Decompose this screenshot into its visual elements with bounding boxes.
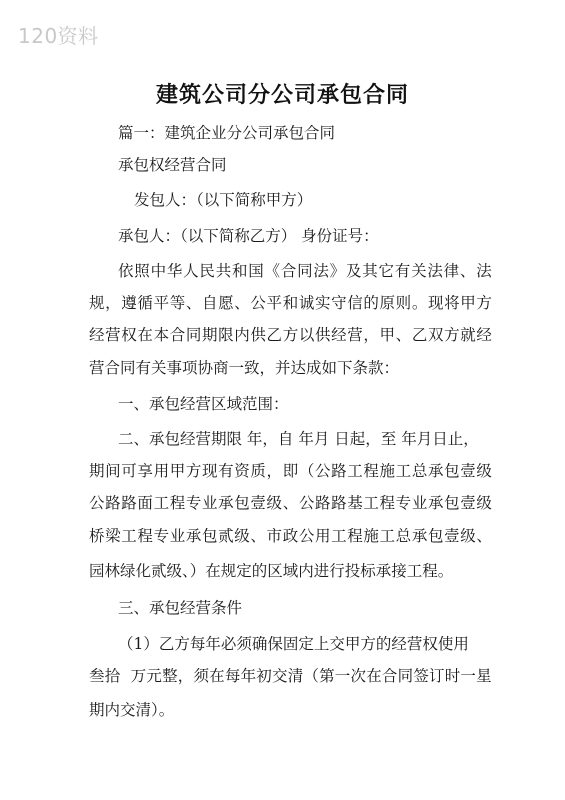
glyph: 时 bbox=[444, 667, 461, 685]
glyph: 程 bbox=[169, 494, 186, 512]
glyph: 第 bbox=[319, 667, 335, 685]
glyph: 承 bbox=[411, 527, 428, 545]
glyph: 规 bbox=[89, 294, 105, 312]
glyph: 则 bbox=[395, 294, 412, 312]
glyph: 乙 bbox=[266, 326, 283, 344]
glyph: 工 bbox=[153, 494, 170, 512]
party-b-line: 承包人：（以下简称乙方） 身份证号： bbox=[118, 227, 379, 245]
glyph: 公 bbox=[314, 462, 331, 480]
glyph: 自 bbox=[201, 294, 218, 312]
glyph: 业 bbox=[411, 494, 428, 512]
glyph: 。 bbox=[411, 294, 428, 312]
glyph: 有 bbox=[394, 262, 411, 280]
glyph: 用 bbox=[153, 462, 170, 480]
glyph: 资 bbox=[234, 462, 250, 480]
glyph: 循 bbox=[137, 294, 153, 312]
glyph: 、 bbox=[234, 294, 250, 312]
glyph: 期 bbox=[89, 462, 105, 480]
glyph: 市 bbox=[266, 527, 283, 545]
glyph: 权 bbox=[121, 326, 137, 344]
glyph: 供 bbox=[314, 326, 331, 344]
glyph: 供 bbox=[250, 326, 266, 344]
glyph: 共 bbox=[215, 262, 232, 280]
glyph: 一 bbox=[334, 667, 351, 685]
glyph: 壹 bbox=[444, 527, 460, 545]
glyph: 梁 bbox=[105, 527, 121, 545]
glyph: 期 bbox=[201, 326, 218, 344]
watermark-logo: 120资料 bbox=[18, 24, 99, 48]
glyph: 法 bbox=[427, 262, 443, 280]
glyph: 原 bbox=[379, 294, 396, 312]
glyph: ， bbox=[363, 326, 379, 344]
glyph: 专 bbox=[153, 527, 170, 545]
glyph: 壹 bbox=[250, 494, 266, 512]
subheading: 承包权经营合同 bbox=[118, 156, 227, 174]
glyph: 年 bbox=[240, 667, 257, 685]
glyph: 将 bbox=[444, 294, 460, 312]
glyph: 守 bbox=[331, 294, 347, 312]
glyph: 用 bbox=[314, 527, 331, 545]
paragraph-line bbox=[89, 492, 492, 514]
glyph: 在 bbox=[366, 667, 382, 685]
glyph: 程 bbox=[379, 494, 396, 512]
glyph: 拾 bbox=[104, 667, 121, 685]
glyph: 业 bbox=[201, 494, 218, 512]
document-title: 建筑公司分公司承包合同 bbox=[155, 83, 409, 108]
glyph: 的 bbox=[363, 294, 379, 312]
glyph: 有 bbox=[218, 462, 234, 480]
glyph: 级 bbox=[266, 494, 283, 512]
paragraph-line bbox=[89, 460, 492, 482]
glyph: 路 bbox=[121, 494, 137, 512]
glyph: 承 bbox=[218, 494, 234, 512]
glyph: 以 bbox=[298, 326, 315, 344]
glyph: 合 bbox=[381, 667, 398, 685]
glyph: 和 bbox=[282, 294, 299, 312]
glyph: 总 bbox=[411, 462, 428, 480]
glyph: （ bbox=[298, 462, 315, 480]
glyph: 包 bbox=[234, 494, 250, 512]
glyph: 平 bbox=[266, 294, 283, 312]
glyph: 方 bbox=[282, 326, 299, 344]
glyph: 级 bbox=[234, 527, 250, 545]
glyph: 万 bbox=[130, 667, 147, 685]
glyph: 政 bbox=[282, 527, 299, 545]
glyph: 包 bbox=[201, 527, 218, 545]
glyph: 内 bbox=[234, 326, 250, 344]
glyph: 享 bbox=[137, 462, 153, 480]
glyph: 星 bbox=[476, 667, 492, 685]
glyph: 叁 bbox=[89, 667, 105, 685]
glyph: 工 bbox=[379, 527, 396, 545]
glyph: 订 bbox=[429, 667, 445, 685]
glyph: 华 bbox=[166, 262, 183, 280]
glyph: 在 bbox=[137, 326, 153, 344]
glyph: 级 bbox=[476, 494, 492, 512]
glyph: 专 bbox=[185, 494, 202, 512]
paragraph-line: 期内交清）。 bbox=[89, 701, 175, 719]
glyph: ， bbox=[266, 462, 283, 480]
glyph: 就 bbox=[460, 326, 476, 344]
glyph: 、 bbox=[459, 262, 476, 280]
glyph: 桥 bbox=[89, 527, 105, 545]
paragraph-line: 园林绿化贰级、）在规定的区域内进行投标承接工程。 bbox=[89, 562, 454, 580]
glyph: 本 bbox=[153, 326, 170, 344]
clause-heading: 三、承包经营条件 bbox=[118, 599, 243, 617]
glyph: 营 bbox=[105, 326, 121, 344]
glyph: 壹 bbox=[460, 462, 476, 480]
glyph: 民 bbox=[199, 262, 215, 280]
glyph: 合 bbox=[280, 262, 297, 280]
glyph: 公 bbox=[89, 494, 105, 512]
glyph: 同 bbox=[185, 326, 202, 344]
clause-heading: 一、承包经营区域范围： bbox=[118, 395, 289, 413]
glyph: 限 bbox=[218, 326, 234, 344]
glyph: 包 bbox=[444, 462, 460, 480]
glyph: 间 bbox=[105, 462, 121, 480]
glyph: 承 bbox=[427, 462, 444, 480]
glyph: 、 bbox=[476, 527, 492, 545]
glyph: 甲 bbox=[379, 326, 396, 344]
glyph: 业 bbox=[169, 527, 186, 545]
glyph: 路 bbox=[331, 462, 347, 480]
paragraph-line bbox=[118, 260, 492, 282]
glyph: 乙 bbox=[411, 326, 428, 344]
glyph: 面 bbox=[137, 494, 153, 512]
glyph: 方 bbox=[444, 326, 460, 344]
glyph: 总 bbox=[395, 527, 412, 545]
glyph: 须 bbox=[193, 667, 209, 685]
glyph: 工 bbox=[395, 462, 412, 480]
glyph: 公 bbox=[250, 294, 266, 312]
glyph: 工 bbox=[331, 527, 347, 545]
glyph: 、 bbox=[282, 494, 299, 512]
paragraph-line: 营合同有关事项协商一致，并达成如下条款： bbox=[89, 359, 400, 377]
glyph: 整 bbox=[162, 667, 178, 685]
glyph: 经 bbox=[331, 326, 347, 344]
glyph: 其 bbox=[362, 262, 378, 280]
glyph: 营 bbox=[347, 326, 363, 344]
glyph: 在 bbox=[209, 667, 225, 685]
glyph: 平 bbox=[153, 294, 170, 312]
glyph: 交 bbox=[271, 667, 288, 685]
glyph: 级 bbox=[460, 527, 476, 545]
paragraph-line bbox=[89, 665, 492, 687]
glyph: 程 bbox=[137, 527, 153, 545]
glyph: 基 bbox=[347, 494, 363, 512]
glyph: 《 bbox=[264, 262, 281, 280]
glyph: 中 bbox=[150, 262, 167, 280]
glyph: 关 bbox=[411, 262, 427, 280]
glyph: 施 bbox=[379, 462, 396, 480]
glyph: 合 bbox=[169, 326, 186, 344]
glyph: 清 bbox=[287, 667, 304, 685]
section-heading: 篇一：建筑企业分公司承包合同 bbox=[118, 124, 336, 142]
glyph: 包 bbox=[427, 527, 444, 545]
glyph: 、 bbox=[185, 294, 202, 312]
glyph: 法 bbox=[476, 262, 492, 280]
glyph: 质 bbox=[250, 462, 266, 480]
paragraph-line bbox=[89, 292, 492, 314]
glyph: 经 bbox=[476, 326, 492, 344]
glyph: 专 bbox=[395, 494, 412, 512]
party-a-line: 发包人：（以下简称甲方） bbox=[134, 191, 313, 209]
glyph: 信 bbox=[347, 294, 363, 312]
glyph: 元 bbox=[146, 667, 162, 685]
glyph: 公 bbox=[298, 494, 315, 512]
glyph: 》 bbox=[329, 262, 346, 280]
glyph: 方 bbox=[185, 462, 202, 480]
glyph: 同 bbox=[397, 667, 414, 685]
glyph: ， bbox=[177, 667, 194, 685]
glyph: 甲 bbox=[460, 294, 476, 312]
glyph: 级 bbox=[476, 462, 492, 480]
glyph: 依 bbox=[118, 262, 134, 280]
glyph: 律 bbox=[443, 262, 460, 280]
glyph: 贰 bbox=[218, 527, 234, 545]
glyph: 路 bbox=[314, 494, 331, 512]
glyph: 施 bbox=[363, 527, 379, 545]
glyph: 诚 bbox=[298, 294, 315, 312]
glyph: 初 bbox=[256, 667, 272, 685]
glyph: 即 bbox=[282, 462, 299, 480]
glyph: 路 bbox=[331, 494, 347, 512]
glyph: （ bbox=[303, 667, 319, 685]
glyph: 、 bbox=[395, 326, 412, 344]
glyph: 一 bbox=[460, 667, 476, 685]
glyph: 每 bbox=[224, 667, 241, 685]
glyph: 次 bbox=[350, 667, 367, 685]
glyph: 国 bbox=[248, 262, 264, 280]
glyph: 签 bbox=[413, 667, 429, 685]
glyph: 方 bbox=[476, 294, 492, 312]
glyph: ， bbox=[105, 294, 121, 312]
glyph: 经 bbox=[89, 326, 105, 344]
glyph: 包 bbox=[444, 494, 460, 512]
glyph: 甲 bbox=[169, 462, 186, 480]
glyph: 它 bbox=[378, 262, 395, 280]
paragraph-line: 二、承包经营期限 年，自 年月 日起，至 年月日止， bbox=[118, 430, 479, 448]
glyph: 现 bbox=[427, 294, 444, 312]
glyph: 壹 bbox=[460, 494, 476, 512]
glyph: 现 bbox=[201, 462, 218, 480]
glyph: 路 bbox=[105, 494, 121, 512]
glyph: 遵 bbox=[121, 294, 137, 312]
glyph: 法 bbox=[313, 262, 329, 280]
glyph: 和 bbox=[231, 262, 248, 280]
glyph: 程 bbox=[363, 462, 379, 480]
glyph: 实 bbox=[314, 294, 331, 312]
glyph: 及 bbox=[345, 262, 362, 280]
glyph: 人 bbox=[183, 262, 199, 280]
glyph: 承 bbox=[427, 494, 444, 512]
glyph: 双 bbox=[427, 326, 444, 344]
paragraph-line bbox=[89, 525, 492, 547]
glyph: 工 bbox=[347, 462, 363, 480]
glyph: 等 bbox=[169, 294, 186, 312]
glyph: 同 bbox=[297, 262, 313, 280]
paragraph-line bbox=[89, 324, 492, 346]
glyph: 工 bbox=[363, 494, 379, 512]
glyph: 公 bbox=[298, 527, 315, 545]
glyph: 工 bbox=[121, 527, 137, 545]
glyph: 程 bbox=[347, 527, 363, 545]
glyph: 愿 bbox=[218, 294, 234, 312]
paragraph-line: （1）乙方每年必须确保固定上交甲方的经营权使用 bbox=[118, 635, 469, 653]
glyph: 、 bbox=[250, 527, 266, 545]
glyph: 承 bbox=[185, 527, 202, 545]
glyph: 可 bbox=[121, 462, 137, 480]
glyph: 照 bbox=[134, 262, 150, 280]
